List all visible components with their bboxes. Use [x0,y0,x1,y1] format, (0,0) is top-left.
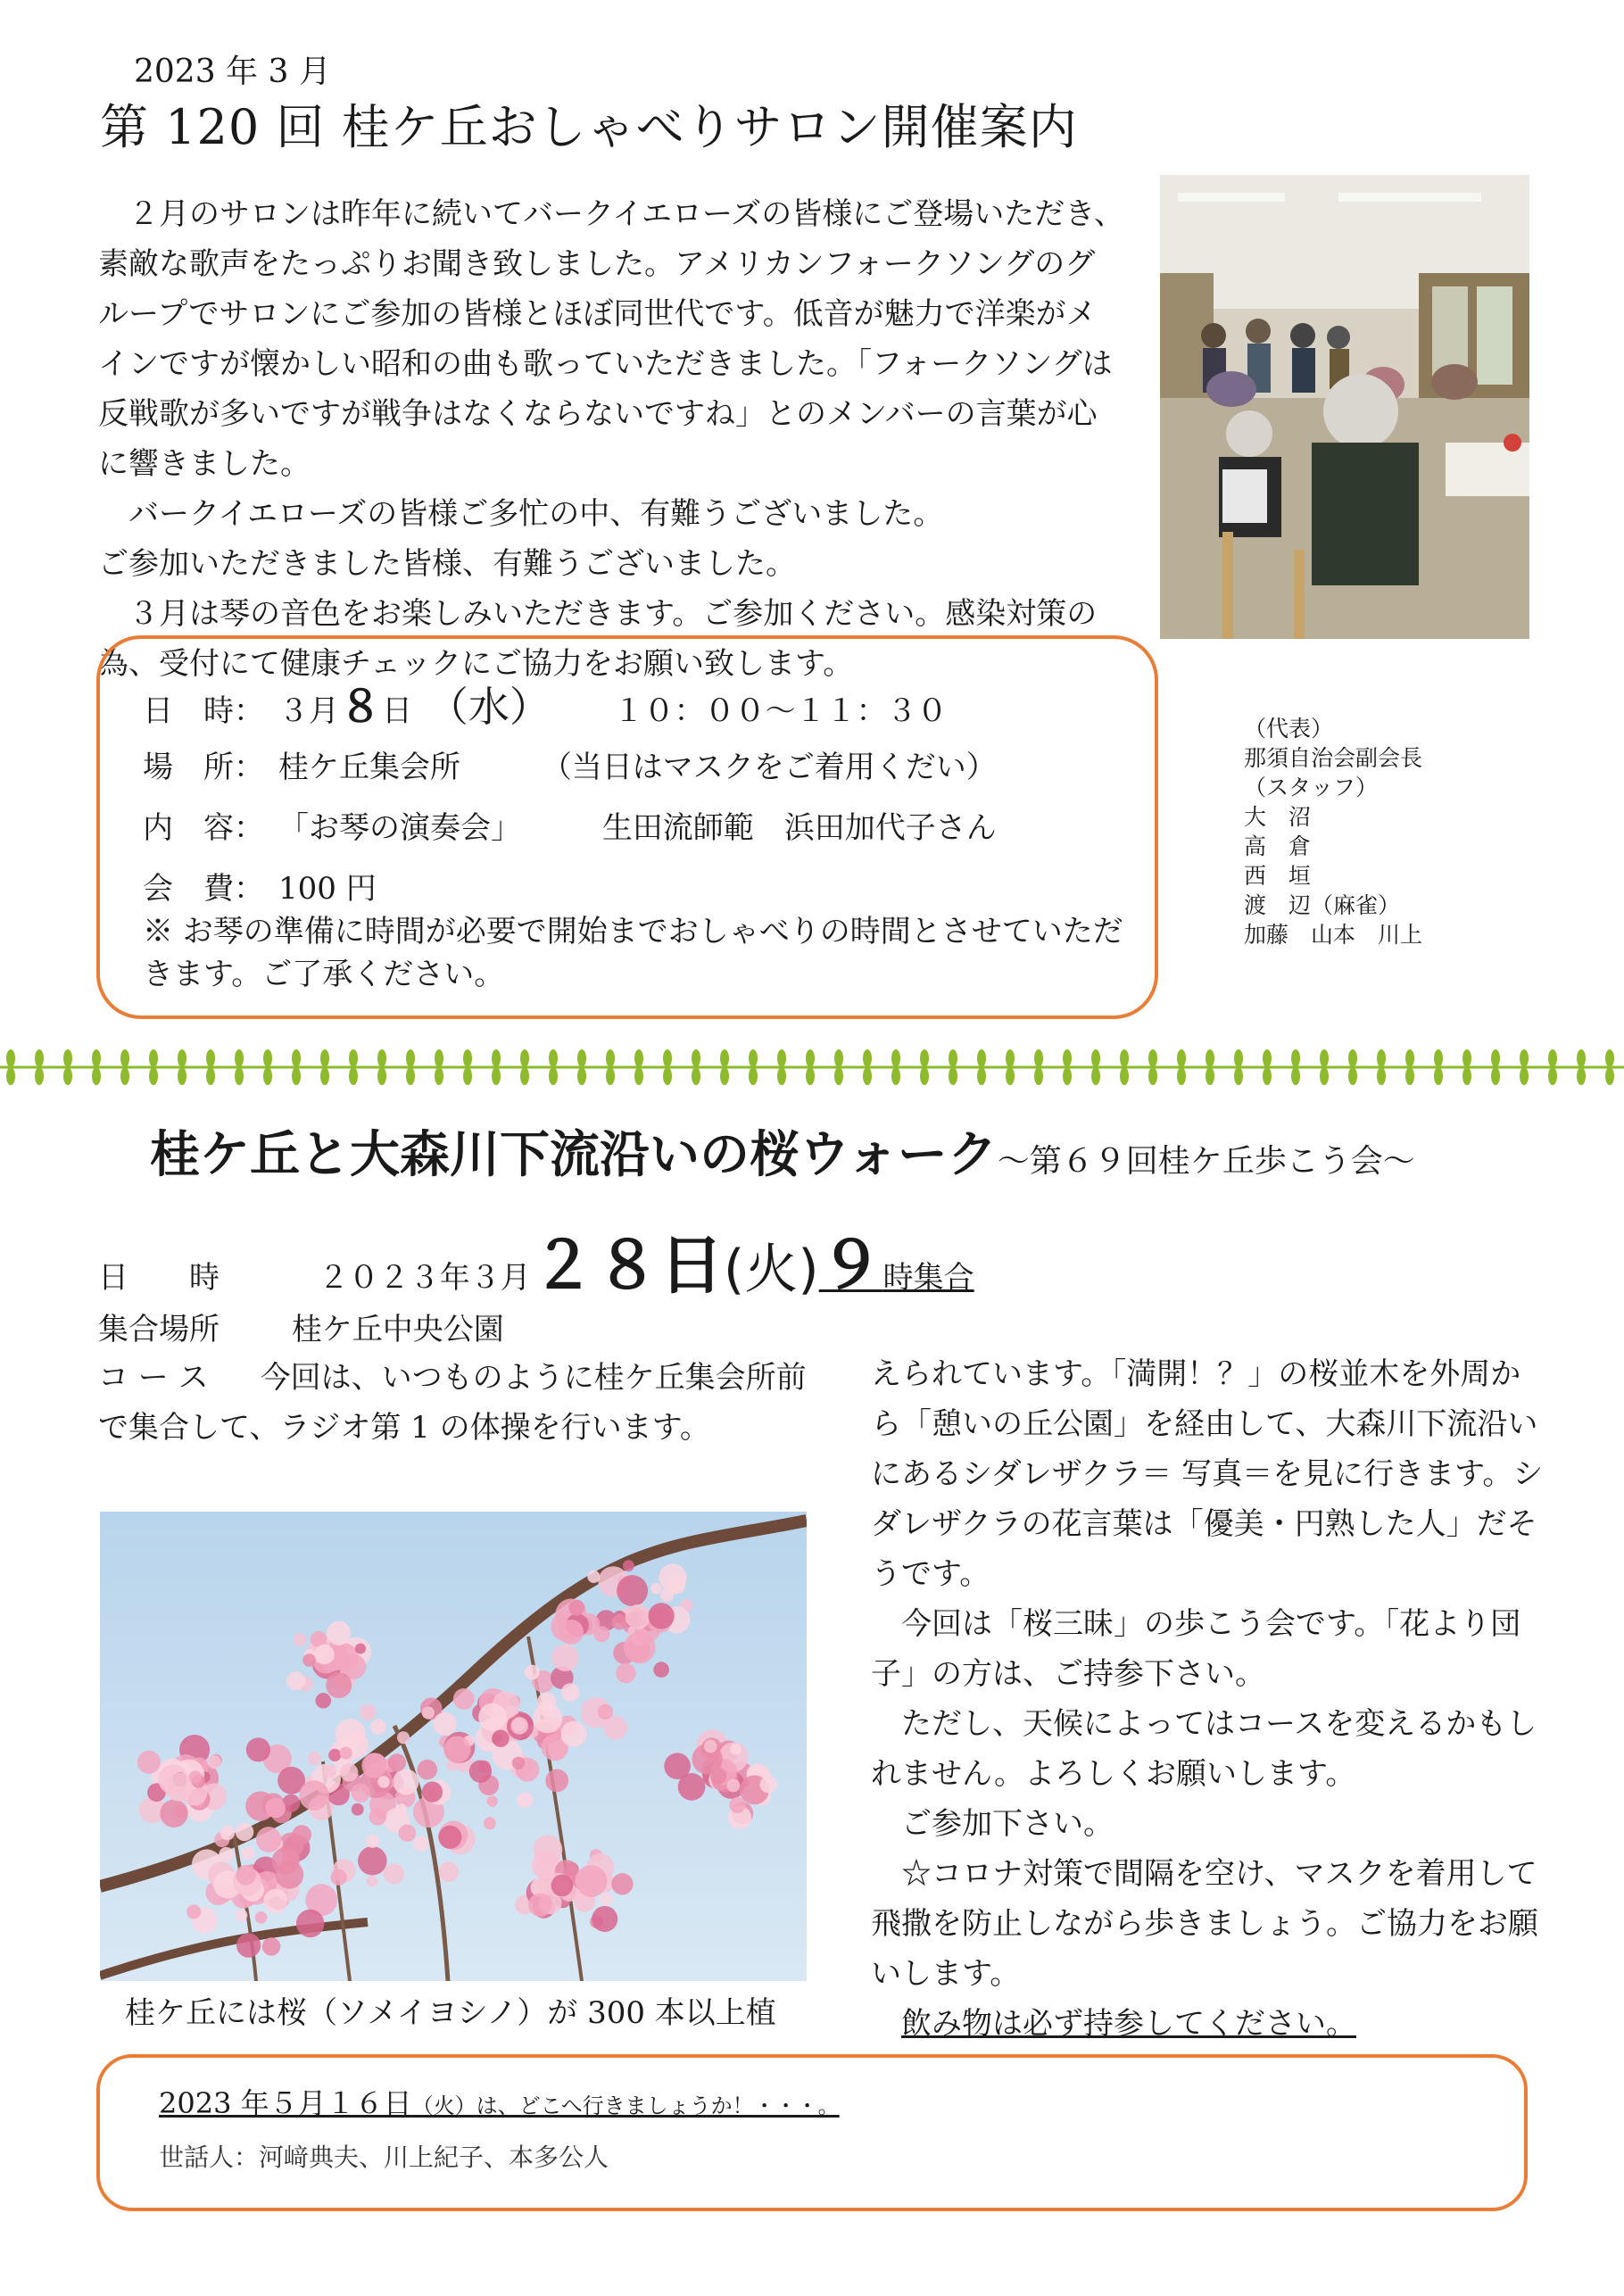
vine-leaf [1434,1067,1443,1085]
blossom [730,1744,742,1755]
next-walk [159,2081,840,2122]
blossom [592,1906,617,1932]
vine-leaf [777,1067,786,1085]
blossom [559,1620,584,1645]
blossom [704,1740,717,1753]
vine-leaf [720,1049,729,1067]
vine-leaf [1206,1067,1214,1085]
vine-leaf [634,1067,643,1085]
blossom [377,1776,389,1787]
vine-leaf [320,1067,329,1085]
vine-leaf [463,1049,472,1067]
blossom [220,1826,235,1840]
vine-leaf [834,1067,843,1085]
blossom [367,1876,377,1886]
vine-leaf [920,1067,929,1085]
when-weekday: （水） [427,683,551,731]
content-value: 「お琴の演奏会」 [278,810,521,846]
vine-leaf [263,1067,272,1085]
blossom [561,1683,580,1702]
vine-leaf [1320,1049,1329,1067]
vine-leaf [806,1049,815,1067]
walk-when-day: ２８日 [530,1228,724,1303]
blossom [533,1703,562,1733]
vine-leaf [549,1049,558,1067]
blossom [611,1614,626,1629]
blossom [366,1835,379,1848]
walk-paragraph: ご参加下さい。 [901,1806,1114,1842]
blossom [316,1693,332,1709]
vine-leaf [6,1049,15,1067]
blossom [340,1763,358,1781]
vine-leaf [1348,1049,1357,1067]
blossom [330,1869,346,1886]
vine-leaf [977,1067,986,1085]
vine-leaf [777,1049,786,1067]
when-day-unit: 日 [382,693,413,729]
blossom [360,1704,376,1720]
blossom [395,1803,407,1815]
blossom [314,1645,334,1664]
vine-leaf [120,1049,129,1067]
blossom [418,1760,438,1780]
salon-note: ※ お琴の準備に時間が必要で開始までおしゃべりの時間とさせていただきます。ご了承ください。 [143,914,1123,992]
vine-leaf [1148,1067,1157,1085]
blossom [760,1776,777,1793]
vine-leaf [692,1067,700,1085]
vine-leaf [1148,1049,1157,1067]
blossom [361,1753,386,1778]
intro-paragraph: ご参加いただきました皆様、有難うございました。 [98,546,796,582]
vine-leaf [1091,1067,1100,1085]
blossom [186,1904,201,1919]
vine-leaf [1291,1067,1300,1085]
blossom [422,1706,435,1719]
vine-leaf [1034,1049,1043,1067]
blossom [568,1600,584,1616]
vine-leaf [178,1067,186,1085]
blossom [352,1783,370,1802]
blossom [326,1672,352,1698]
when-label: 日 時： [143,693,264,729]
vine-leaf [606,1067,615,1085]
blossom [384,1863,404,1884]
blossom [207,1755,220,1769]
vine-leaf [1520,1067,1529,1085]
info-content [143,798,997,858]
blossom [160,1800,187,1828]
blossom [370,1720,386,1736]
blossom [255,1911,268,1924]
vine-leaf [492,1067,501,1085]
blossom [525,1665,540,1680]
vine-leaf [263,1049,272,1067]
blossom [611,1873,633,1894]
staff-list: （代表） 那須自治会副会長 （スタッフ） 大 沼 高 倉 西 垣 渡 辺（麻雀） 加藤 山本 川上 [1244,716,1423,948]
blossom [616,1663,636,1684]
blossom [235,1909,247,1921]
vine-leaf [1548,1049,1557,1067]
vine-leaf [349,1049,358,1067]
blossom [286,1671,305,1690]
vine-leaf [1491,1067,1500,1085]
blossom [617,1575,648,1606]
blossom [358,1846,387,1876]
blossom [393,1769,418,1795]
blossom [352,1803,364,1816]
content-label: 内 容： [143,810,264,846]
blossom [137,1751,161,1774]
salon-intro [98,189,1124,689]
blossom [438,1826,461,1849]
walk-when-year: ２０２３年３月 [318,1260,531,1296]
salon-concert-photo [1160,175,1529,639]
vine-leaf [1405,1049,1414,1067]
blossom [355,1643,366,1654]
vine-leaf [1120,1049,1129,1067]
blossom [236,1865,256,1886]
walk-when-hour: ９ [818,1228,883,1303]
blossom [623,1560,634,1571]
blossom [545,1770,568,1793]
when-time: １０：００～１１：３０ [613,693,948,729]
vine-leaf [1120,1067,1129,1085]
blossom [369,1808,387,1826]
blossom [624,1632,656,1664]
blossom [587,1571,600,1583]
vine-leaf [1520,1049,1529,1067]
vine-leaf [1063,1067,1072,1085]
vine-leaf [634,1049,643,1067]
blossom [626,1604,650,1629]
vine-leaf [6,1067,15,1085]
vine-leaf [92,1067,101,1085]
vine-leaf [606,1049,615,1067]
place-value: 桂ケ丘集会所 [278,750,460,785]
vine-leaf [1006,1049,1015,1067]
vine-leaf [1377,1049,1386,1067]
walk-paragraph: えられています。「満開！？」の桜並木を外周から「憩いの丘公園」を経由して、大森川下流沿いにあるシダレザクラ＝ 写真＝を見に行きます。シダレザクラの花言葉は「優美・円熟した人」だそうです。 [871,1356,1544,1592]
vine-leaf [235,1067,244,1085]
when-day: ８ [339,682,383,732]
vine-leaf [1206,1049,1214,1067]
blossom [236,1823,254,1842]
vine-leaf [1348,1067,1357,1085]
blossom [659,1563,686,1591]
vine-leaf [749,1067,758,1085]
vine-leaf [520,1067,529,1085]
vine-leaf [1462,1049,1471,1067]
blossom [528,1893,551,1916]
blossom [236,1933,261,1957]
blossom [484,1817,496,1829]
blossom [648,1603,674,1629]
blossom [328,1749,341,1761]
walk-course-text: 今回は、いつものように桂ケ丘集会所前で集合して、ラジオ第 1 の体操を行います。 [98,1360,807,1446]
walk-when-time [818,1228,974,1303]
vine-leaf [1577,1067,1586,1085]
vine-leaf [377,1067,386,1085]
vine-leaf [120,1067,129,1085]
vine-leaf [1548,1067,1557,1085]
vine-leaf [1462,1067,1471,1085]
vine-leaf [520,1049,529,1067]
blossom [453,1688,475,1710]
blossom [327,1621,351,1645]
vine-leaf [720,1067,729,1085]
vine-leaf [1405,1067,1414,1085]
blossom [600,1893,613,1906]
issue-date: 2023 年 3 月 [134,54,331,90]
performer: 生田流師範 浜田加代子さん [601,810,997,846]
vine-leaf [863,1049,872,1067]
vine-leaf [1091,1049,1100,1067]
walk-place-value: 桂ケ丘中央公園 [291,1312,504,1347]
vine-leaf [406,1049,415,1067]
blossom [478,1703,506,1730]
salon-title: 第 120 回 桂ケ丘おしゃべりサロン開催案内 [100,99,1078,155]
blossom [388,1753,406,1771]
vine-leaf [292,1049,301,1067]
vine-leaf [349,1067,358,1085]
next-walk-weekday: （火） [411,2093,476,2118]
vine-leaf [63,1067,72,1085]
vine-leaf [1263,1067,1272,1085]
vine-leaf [920,1049,929,1067]
weeping-cherry-photo [100,1512,807,1981]
vine-leaf [749,1049,758,1067]
blossom [664,1753,691,1779]
place-note: （当日はマスクをご着用くだい） [541,750,997,785]
walk-paragraph: ☆コロナ対策で間隔を空け、マスクを着用して飛撒を防止しながら歩きましょう。ご協力をお願いします。 [871,1856,1538,1992]
blossom [302,1654,316,1667]
blossom [265,1798,286,1819]
vine-leaf [63,1049,72,1067]
vine-leaf [663,1067,672,1085]
blossom [551,1875,574,1897]
vine-leaf [549,1067,558,1085]
blossom [246,1737,270,1761]
blossom [650,1583,662,1595]
next-walk-box [96,2054,1528,2211]
blossom [439,1861,460,1882]
vine-leaf [435,1049,443,1067]
walk-when [98,1214,974,1306]
intro-paragraph: バークイエローズの皆様ご多忙の中、有難うございました。 [128,496,944,532]
vine-leaf [292,1067,301,1085]
next-walk-text: は、どこへ行きましょうか！・・・。 [476,2093,840,2118]
blossom [487,1795,498,1806]
blossom [397,1731,410,1744]
vine-leaf [1234,1049,1243,1067]
blossom [551,1645,578,1671]
vine-leaf [377,1049,386,1067]
blossom [512,1757,525,1770]
blossom [443,1736,470,1762]
vine-leaf [149,1049,158,1067]
vine-leaf [891,1067,900,1085]
vine-leaf [1006,1067,1015,1085]
walk-place-label: 集合場所 [98,1312,220,1347]
blossom [340,1747,352,1760]
vine-leaf [92,1049,101,1067]
blossom [576,1865,608,1897]
vine-leaf [406,1067,415,1085]
vine-leaf [206,1067,215,1085]
vine-leaf [235,1049,244,1067]
vine-leaf [1234,1067,1243,1085]
next-walk-date: 2023 年５月１６日 [159,2086,412,2120]
info-place [143,737,997,798]
blossom [242,1847,254,1860]
blossom [308,1752,321,1765]
vine-leaf [863,1067,872,1085]
vine-leaf [692,1049,700,1067]
vine-leaf [891,1049,900,1067]
vine-leaf [149,1067,158,1085]
blossom [726,1779,740,1793]
blossom [299,1780,329,1811]
place-label: 場 所： [143,750,264,785]
fee-label: 会 費： [143,871,264,907]
vine-leaf [1263,1049,1272,1067]
vine-leaf [577,1049,586,1067]
blossom [469,1760,492,1782]
blossom [399,1824,417,1842]
blossom [510,1717,528,1735]
blossom [710,1768,726,1784]
blossom [262,1937,281,1956]
vine-leaf [1320,1067,1329,1085]
vine-leaf [1377,1067,1386,1085]
vine-leaf [1605,1067,1614,1085]
blossom [434,1712,457,1736]
helpers: 世話人：河﨑典夫、川上紀子、本多公人 [159,2143,609,2172]
vine-leaf [463,1067,472,1085]
blossom [296,1910,324,1937]
vine-leaf [1291,1049,1300,1067]
blossom [275,1861,303,1889]
blossom [263,1889,287,1913]
salon-info [143,676,997,919]
vine-leaf [1063,1049,1072,1067]
vine-leaf [1177,1049,1186,1067]
blossom [653,1662,669,1678]
when-month: ３月 [278,693,339,729]
blossom [256,1827,282,1853]
photo-caption: 桂ケ丘には桜（ソメイヨシノ）が 300 本以上植 [125,1995,776,2031]
walk-course [98,1353,812,1453]
walk-details [871,1349,1547,2049]
blossom [729,1797,745,1813]
vine-divider [0,1042,1624,1092]
walk-paragraph: ただし、天候によってはコースを変えるかもしれません。よろしくお願いします。 [871,1706,1537,1792]
walk-when-weekday: (火) [723,1239,819,1301]
blossom [189,1770,203,1784]
blossom [492,1729,509,1746]
blossom [422,1782,443,1803]
vine-leaf [206,1049,215,1067]
blossom [598,1704,613,1720]
walk-title [150,1115,1415,1187]
vine-leaf [178,1049,186,1067]
fee-value: 100 円 [278,871,377,907]
vine-leaf [1177,1067,1186,1085]
walk-place [98,1306,504,1353]
vine-leaf [435,1067,443,1085]
intro-paragraph: ３月は琴の音色をお楽しみいただきます。ご参加ください。感染対策の為、受付にて健康チェックにご協力をお願い致します。 [98,596,1098,682]
vine-leaf [1434,1049,1443,1067]
vine-leaf [1034,1067,1043,1085]
blossom [292,1825,311,1844]
blossom [560,1721,586,1747]
walk-subtitle: ～第６９回桂ケ丘歩こう会～ [997,1143,1415,1180]
vine-leaf [1577,1049,1586,1067]
vine-leaf [806,1067,815,1085]
vine-leaf [949,1067,957,1085]
intro-paragraph: ２月のサロンは昨年に続いてバークイエローズの皆様にご登場いただき、素敵な歌声をたっぷりお聞き致しました。アメリカンフォークソングのグループでサロンにご参加の皆様とほぼ同世代です。低音が魅力で洋楽がメインですが懐かしい昭和の曲も歌っていただきました。「フォークソングは反戦歌が多いですが戦争はなくならないですね」とのメンバーの言葉が心に響きました。 [98,196,1124,482]
vine-leaf [1605,1049,1614,1067]
vine-leaf [977,1049,986,1067]
vine-leaf [35,1049,44,1067]
blossom [517,1792,533,1808]
blossom [294,1633,307,1646]
vine-leaf [577,1067,586,1085]
walk-when-suffix: 時集合 [882,1260,974,1296]
vine-leaf [492,1049,501,1067]
vine-leaf [949,1049,957,1067]
walk-when-label: 日 時 [98,1260,220,1296]
vine-leaf [663,1049,672,1067]
vine-leaf [35,1067,44,1085]
walk-title-main: 桂ケ丘と大森川下流沿いの桜ウォーク [150,1126,998,1184]
walk-course-label: コ ー ス [98,1360,209,1396]
vine-leaf [1491,1049,1500,1067]
blossom [533,1835,562,1864]
info-when [143,676,997,737]
vine-leaf [834,1049,843,1067]
walk-drink-note: 飲み物は必ず持参してください。 [901,2006,1356,2042]
blossom [413,1836,429,1852]
vine-leaf [320,1049,329,1067]
walk-paragraph: 今回は「桜三昧」の歩こう会です。「花より団子」の方は、ご持参下さい。 [871,1606,1521,1692]
